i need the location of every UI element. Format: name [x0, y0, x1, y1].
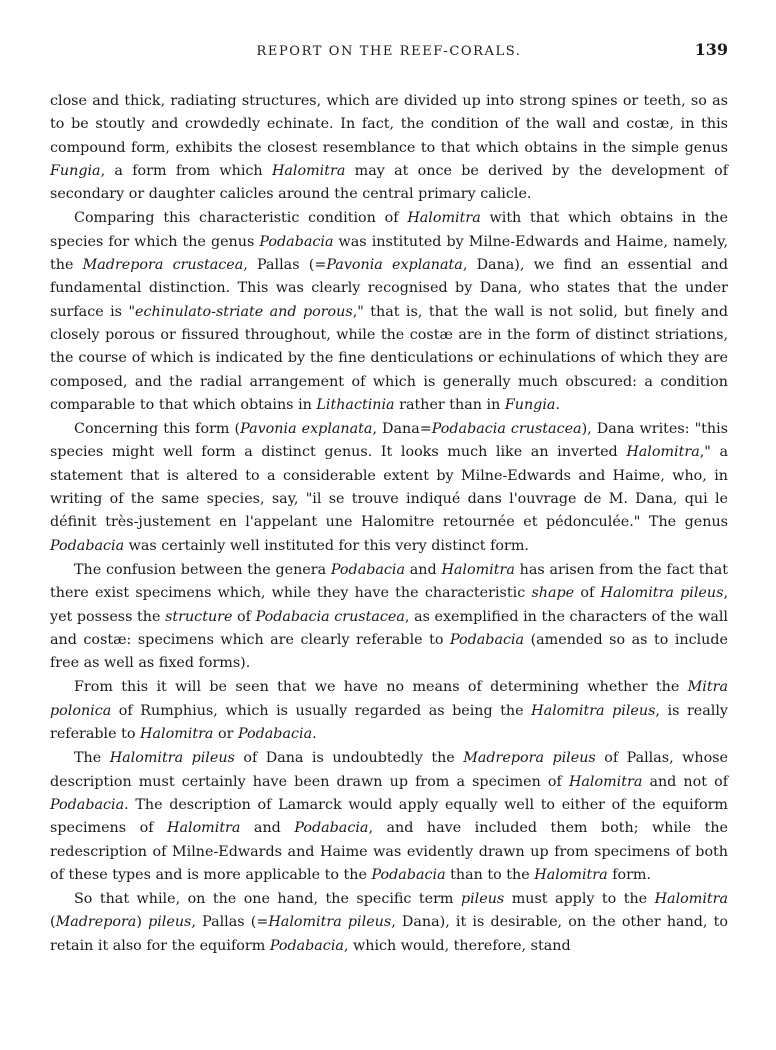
- paragraph-2: [50, 207, 728, 417]
- italic-term: Halomitra: [626, 444, 700, 461]
- italic-term: Podabacia: [269, 937, 344, 954]
- italic-term: Halomitra pileus: [600, 585, 724, 602]
- italic-term: Halomitra: [407, 210, 481, 227]
- text-run: was instituted by Milne-Edwards and Haime, namely, the: [50, 233, 728, 274]
- italic-term: Lithactinia: [316, 396, 395, 413]
- text-run: , Dana), it is desirable, on the other hand, to retain it also for the equiform: [50, 914, 728, 954]
- italic-term: pileus: [148, 914, 192, 931]
- italic-term: structure: [165, 608, 233, 625]
- italic-term: Podabacia: [371, 866, 446, 883]
- text-run: (amended so as to include free as well as fixed forms).: [50, 631, 729, 672]
- paragraph-1: [50, 90, 728, 206]
- text-run: From this it will be seen that we have no means of determining whether the: [74, 679, 688, 696]
- text-run: of Dana is undoubtedly the: [234, 750, 464, 767]
- italic-term: Podabacia crustacea: [431, 421, 582, 438]
- text-run: must apply to the: [504, 891, 655, 908]
- text-run: , is really referable to: [50, 702, 728, 743]
- text-run: rather than in: [394, 396, 505, 413]
- italic-term: Podabacia: [294, 820, 369, 837]
- italic-term: Halomitra: [534, 866, 608, 883]
- italic-term: Madrepora pileus: [463, 750, 596, 767]
- italic-term: shape: [531, 585, 575, 602]
- italic-term: Halomitra: [654, 891, 728, 908]
- text-run: and not of: [642, 773, 728, 790]
- text-run: . The description of Lamarck would apply equally well to either of the equiform specimens of: [50, 796, 728, 837]
- text-run: Comparing this characteristic condition of: [74, 210, 408, 227]
- text-run: form.: [607, 866, 652, 883]
- text-run: , Dana), we find an essential and fundamental distinction. This was clearly recognised by Dana, who states that the under surface is ": [50, 257, 728, 320]
- paragraph-3: [50, 418, 728, 558]
- page-header: [50, 40, 728, 66]
- body-text: [50, 90, 728, 958]
- italic-term: Podabacia: [50, 537, 125, 554]
- paragraph-6: [50, 747, 728, 887]
- text-run: Concerning this form (: [74, 421, 241, 438]
- text-run: ), Dana writes: "this species might well form a distinct genus. It looks much like an inverted: [50, 421, 729, 461]
- text-run: , Pallas (=: [243, 257, 327, 274]
- text-run: , and have included them both; while the redescription of Milne-Edwards and Haime was evidently drawn up from specimens of both of these types and is more applicable to the: [50, 820, 728, 883]
- text-run: close and thick, radiating structures, which are divided up into strong spines or teeth, so as to be stoutly and crowdedly echinate. In fact, the condition of the wall and costæ, in this compound form, exhibits the closest resemblance to that which obtains in the simple genus: [50, 93, 728, 156]
- italic-term: Halomitra: [167, 820, 241, 837]
- text-run: ): [136, 914, 149, 931]
- text-run: So that while, on the one hand, the specific term: [74, 891, 461, 908]
- italic-term: Podabacia: [50, 796, 125, 813]
- text-run: , yet possess the: [50, 585, 728, 625]
- text-run: has arisen from the fact that there exist specimens which, while they have the characteristic: [50, 561, 728, 602]
- text-run: ," that is, that the wall is not solid, but finely and closely porous or fissured throughout, while the costæ are in the form of distinct striations, the course of which is indicated by the fine denticulations or echinulations of which they are composed, and the radial arrangement of which is generally much obscured: a condition comparable to that which obtains in: [50, 303, 728, 413]
- text-run: of: [232, 608, 256, 625]
- italic-term: Fungia: [50, 162, 101, 179]
- italic-term: Halomitra pileus: [531, 702, 656, 719]
- italic-term: Pavonia explanata: [326, 257, 463, 274]
- text-run: The confusion between the genera: [74, 561, 331, 578]
- italic-term: Halomitra: [271, 162, 346, 179]
- text-run: (: [50, 914, 56, 931]
- text-run: , a form from which: [100, 162, 272, 179]
- italic-term: Madrepora crustacea: [82, 257, 244, 274]
- text-run: of Pallas, whose description must certainly have been drawn up from a specimen of: [50, 750, 728, 790]
- italic-term: Pavonia explanata: [240, 421, 373, 438]
- italic-term: Halomitra: [140, 726, 214, 743]
- text-run: was certainly well instituted for this very distinct form.: [124, 537, 529, 554]
- text-run: may at once be derived by the development of secondary or daughter calicles around the central primary calicle.: [50, 162, 728, 203]
- italic-term: Madrepora: [55, 914, 137, 931]
- text-run: , as exemplified in the characters of the wall and costæ: specimens which are clearly referable to: [50, 608, 728, 648]
- text-run: .: [555, 396, 560, 413]
- italic-term: Mitra polonica: [50, 679, 728, 719]
- text-run: and: [240, 820, 295, 837]
- text-run: , Dana=: [372, 421, 432, 438]
- paragraph-5: [50, 676, 728, 746]
- paragraph-7: [50, 888, 728, 958]
- text-run: than to the: [445, 866, 535, 883]
- italic-term: Halomitra pileus: [109, 750, 235, 767]
- italic-term: Podabacia: [330, 561, 405, 578]
- italic-term: Podabacia: [259, 233, 334, 250]
- paragraph-4: [50, 559, 728, 675]
- text-run: of: [574, 585, 601, 602]
- italic-term: Podabacia: [449, 631, 525, 648]
- italic-term: Podabacia: [237, 726, 313, 743]
- text-run: of Rumphius, which is usually regarded as being the: [111, 702, 532, 719]
- page-number: 139: [694, 40, 728, 59]
- italic-term: Fungia: [504, 396, 556, 413]
- italic-term: pileus: [460, 891, 505, 908]
- text-run: .: [312, 726, 317, 743]
- italic-term: echinulato-striate and porous: [135, 303, 353, 320]
- text-run: ," a statement that is altered to a considerable extent by Milne-Edwards and Haime, who, in writing of the same species, say, "il se trouve indiqué dans l'ouvrage de M. Dana, qui le définit très-justement en l'appelant une Halomitre retournée et pédonculée." The genus: [50, 444, 728, 531]
- text-run: , which would, therefore, stand: [343, 937, 571, 954]
- italic-term: Podabacia crustacea: [255, 608, 405, 625]
- italic-term: Halomitra: [441, 561, 515, 578]
- italic-term: Halomitra pileus: [268, 914, 392, 931]
- text-run: The: [74, 750, 110, 767]
- text-run: , Pallas (=: [191, 914, 269, 931]
- text-run: with that which obtains in the species for which the genus: [50, 210, 729, 250]
- text-run: or: [213, 726, 238, 743]
- text-run: and: [405, 561, 442, 578]
- italic-term: Halomitra: [568, 773, 643, 790]
- running-title: REPORT ON THE REEF-CORALS.: [256, 44, 522, 59]
